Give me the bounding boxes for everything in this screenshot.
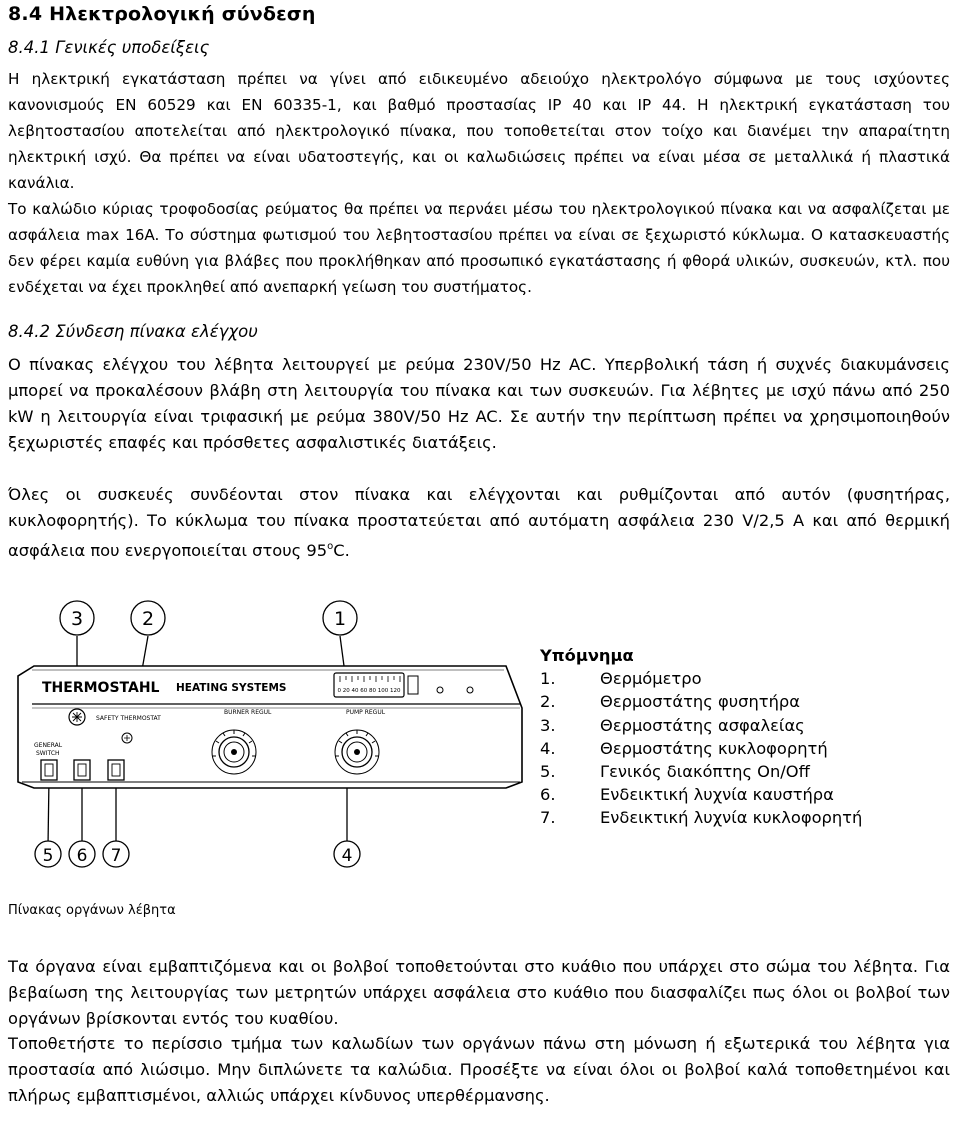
general-switch-label-2: SWITCH [36,750,60,757]
burner-indicator-lamp [74,760,90,780]
panel-brand-sub: HEATING SYSTEMS [176,682,287,694]
legend-item-number: 7. [540,808,556,828]
callout-7-label: 7 [110,846,122,866]
callout-6 [69,841,95,867]
legend-item [540,783,862,806]
legend-title: Υπόμνημα [540,646,634,665]
legend-item [540,690,862,713]
figure-caption: Πίνακας οργάνων λέβητα [8,903,176,918]
legend-item [540,806,862,829]
pump-thermostat-dial[interactable] [335,730,379,774]
legend-item-number: 3. [540,715,556,735]
callout-2-label: 2 [141,608,155,630]
legend-item-number: 5. [540,762,556,782]
general-switch-label-1: GENERAL [34,742,63,749]
legend-item-label: Γενικός διακόπτης On/Off [600,762,810,782]
paragraph-cables: Τοποθετήστε το περίσσιο τμήμα των καλωδίων των οργάνων πάνω στη μόνωση ή εξωτερικά του λέβητα για προστασία από λιώσιμο. Μην διπλώνετε τα καλώδια. Προσέξτε να είναι όλοι οι βολβοί καλά τοποθετημένοι και πλήρως εμβαπτισμένοι, αλλιώς υπάρχει κίνδυνος υπερθέρμανσης. [8,1034,950,1105]
legend-item-label: Θερμοστάτης κυκλοφορητή [600,738,828,758]
pump-indicator-lamp [108,760,124,780]
legend-item-number: 1. [540,669,556,689]
paragraph-power-cable: Το καλώδιο κύριας τροφοδοσίας ρεύματος θα πρέπει να περνάει μέσω του ηλεκτρολογικού πίνακα και να ασφαλίζεται με ασφάλεια max 16A. Το σύστημα φωτισμού του λεβητοστασίου πρέπει να είναι σε ξεχωριστό κύκλωμα. Ο κατασκευαστής δεν φέρει καμία ευθύνη για βλάβες που προκλήθηκαν από προσωπικό εγκατάστασης ή φθορά υλικών, συσκευών, κτλ. που ενδέχεται να έχει προκληθεί από ανεπαρκή γείωση του συστήματος. [8,200,950,296]
legend-item-label: Ενδεικτική λυχνία κυκλοφορητή [600,808,863,828]
pump-regul-label: PUMP REGUL [346,709,386,716]
legend [540,644,862,830]
callout-4-label: 4 [341,846,353,866]
legend-item-number: 4. [540,738,556,758]
legend-item [540,760,862,783]
callout-2 [131,601,165,635]
legend-item-label: Ενδεικτική λυχνία καυστήρα [600,785,834,805]
legend-item-number: 6. [540,785,556,805]
subsection-heading-general: 8.4.1 Γενικές υποδείξεις [8,38,210,57]
control-panel-figure [8,596,950,896]
section-heading: 8.4 Ηλεκτρολογική σύνδεση [8,3,316,25]
paragraph-devices [8,482,950,564]
legend-list [540,667,862,829]
legend-item-number: 2. [540,692,556,712]
subsection-heading-panel: 8.4.2 Σύνδεση πίνακα ελέγχου [8,322,258,341]
paragraph-panel-power: Ο πίνακας ελέγχου του λέβητα λειτουργεί με ρεύμα 230V/50 Hz AC. Υπερβολική τάση ή συχνές διακυμάνσεις μπορεί να προκαλέσουν βλάβη στη λειτουργία του πίνακα και των συσκευών. Για λέβητες με ισχύ πάνω από 250 kW η λειτουργία είναι τριφασική με ρεύμα 380V/50 Hz AC. Σε αυτήν την περίπτωση πρέπει να χρησιμοποιηθούν ξεχωριστές επαφές και πρόσθετες ασφαλιστικές διατάξεις. [8,355,950,452]
callout-4 [334,841,360,867]
callout-7 [103,841,129,867]
callout-3-label: 3 [70,608,84,630]
callout-1-label: 1 [333,608,347,630]
panel-brand: THERMOSTAHL [42,680,160,696]
legend-item-label: Θερμοστάτης ασφαλείας [600,715,805,735]
indicator-window-icon [408,676,418,694]
burner-thermostat-dial[interactable] [212,730,256,774]
callout-5-label: 5 [42,846,54,866]
legend-item [540,667,862,690]
control-panel-drawing [8,596,528,868]
paragraph-devices-end: C. [333,541,350,560]
indicator-lamp-icon [122,733,132,743]
paragraph-devices-text: Όλες οι συσκευές συνδέονται στον πίνακα και ελέγχονται και ρυθμίζονται από αυτόν (φυσητήρας, κυκλοφορητής). Το κύκλωμα του πίνακα προστατεύεται από αυτόματη ασφάλεια 230 V/2,5 A και από θερμική ασφάλεια που ενεργοποιείται στους 95 [8,485,950,560]
paragraph-instruments: Τα όργανα είναι εμβαπτιζόμενα και οι βολβοί τοποθετούνται στο κυάθιο που υπάρχει στο σώμα του λέβητα. Για βεβαίωση της λειτουργίας των μετρητών υπάρχει ασφάλεια στο κυάθιο που διασφαλίζει πως όλοι οι βολβοί των οργάνων βρίσκονται εντός του κυαθίου. [8,957,950,1028]
degree-superscript: o [327,541,334,552]
legend-item [540,737,862,760]
safety-thermostat-label: SAFETY THERMOSTAT [96,715,161,722]
legend-item-label: Θερμόμετρο [600,669,702,689]
thermometer-scale: 0 20 40 60 80 100 120 [337,688,401,694]
burner-regul-label: BURNER REGUL [224,709,272,716]
legend-item [540,714,862,737]
callout-3 [60,601,94,635]
callout-1 [323,601,357,635]
legend-item-label: Θερμοστάτης φυσητήρα [600,692,800,712]
callout-5 [35,841,61,867]
thermometer-icon [334,673,404,697]
general-switch[interactable] [41,760,57,780]
safety-thermostat-knob[interactable] [69,709,85,725]
paragraph-installation: Η ηλεκτρική εγκατάσταση πρέπει να γίνει από ειδικευμένο αδειούχο ηλεκτρολόγο σύμφωνα με τους ισχύοντες κανονισμούς EN 60529 και EN 60335-1, και βαθμό προστασίας IP 40 και IP 44. Η ηλεκτρική εγκατάσταση του λεβητοστασίου αποτελείται από ηλεκτρολογικό πίνακα, που τοποθετείται στον τοίχο και διανέμει την απαραίτητη ηλεκτρική ισχύ. Θα πρέπει να είναι υδατοστεγής, και οι καλωδιώσεις πρέπει να είναι μέσα σε μεταλλικά ή πλαστικά κανάλια. [8,70,950,192]
callout-6-label: 6 [76,846,88,866]
